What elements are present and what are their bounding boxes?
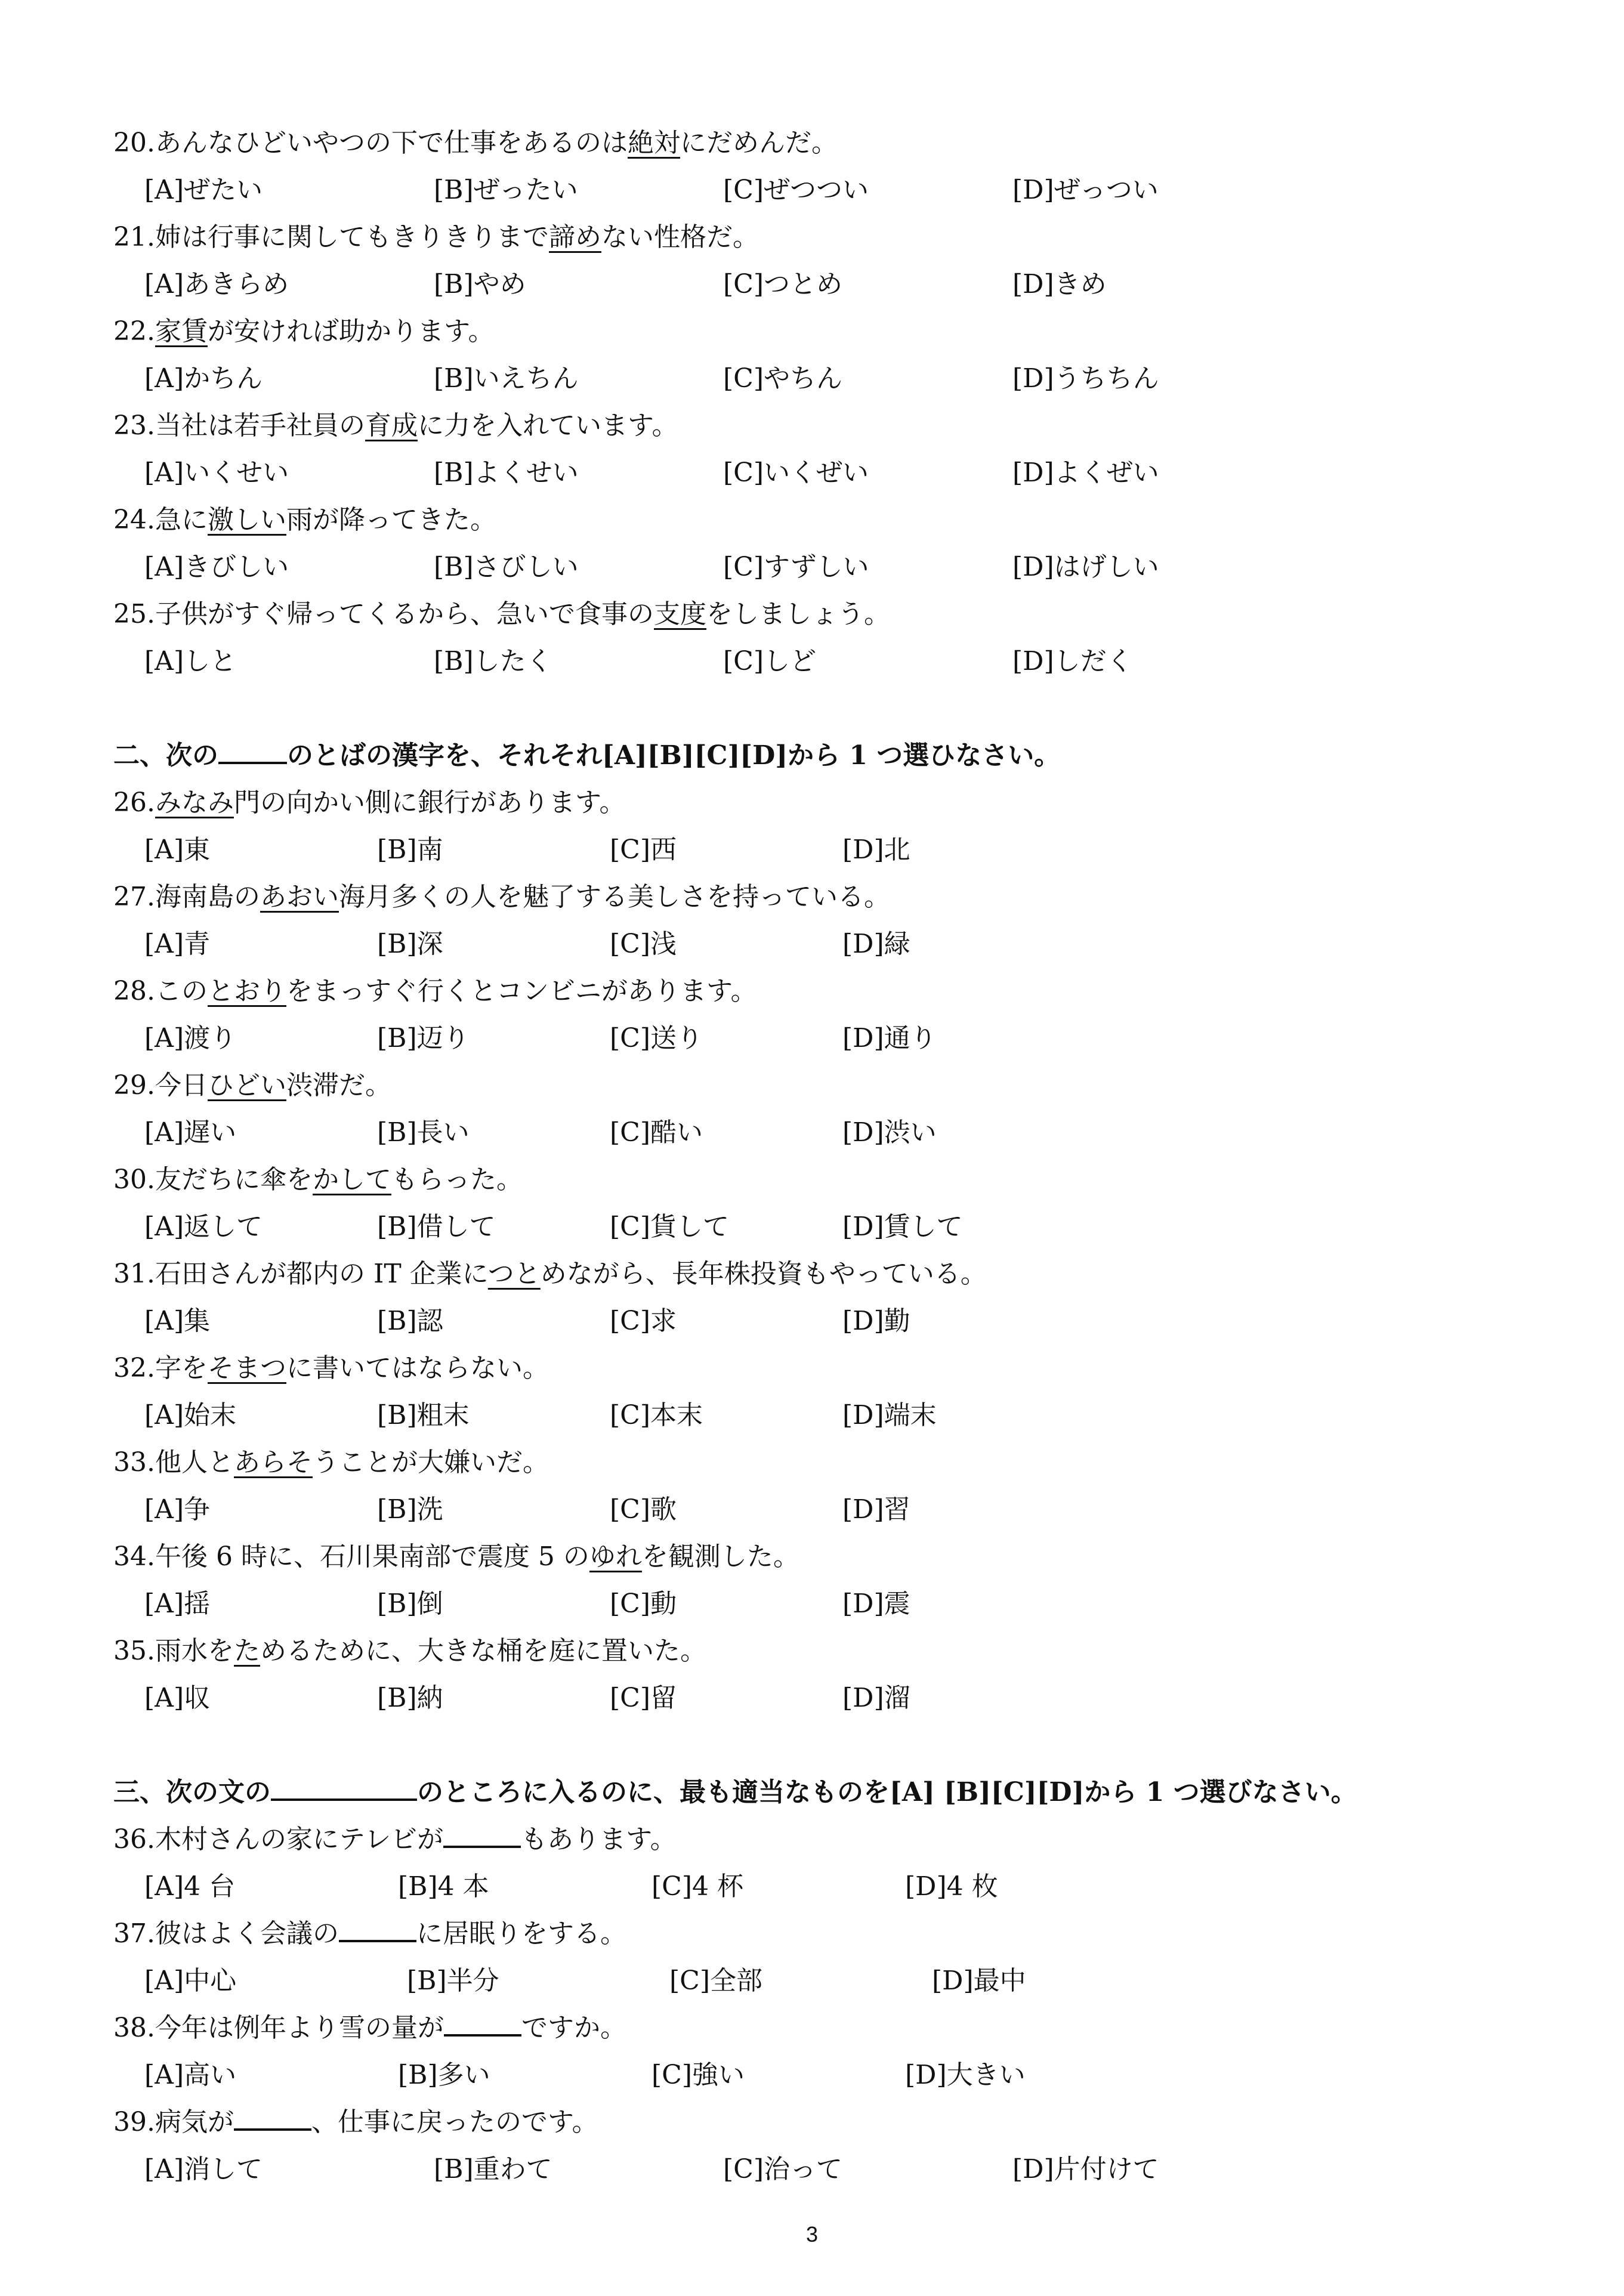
option-b[interactable]: [B]粗末: [377, 1400, 470, 1430]
option-a[interactable]: [A]高い: [144, 2060, 237, 2090]
option-a[interactable]: [A]争: [144, 1494, 211, 1525]
option-c[interactable]: [C]浅: [610, 929, 677, 959]
option-c[interactable]: [C]全部: [669, 1966, 762, 1996]
option-b[interactable]: [B]納: [377, 1683, 443, 1713]
option-d[interactable]: [D]よくぜい: [1012, 458, 1159, 488]
question-22: [113, 308, 1503, 355]
options-36: [113, 1863, 1503, 1910]
question-30: [113, 1156, 1503, 1203]
option-d[interactable]: [D]溜: [842, 1683, 910, 1713]
option-d[interactable]: [D]緑: [842, 929, 910, 959]
option-d[interactable]: [D]大きい: [905, 2060, 1026, 2090]
option-b[interactable]: [B]倒: [377, 1589, 443, 1619]
answer-blank[interactable]: [234, 2105, 311, 2131]
option-d[interactable]: [D]北: [842, 835, 910, 865]
options-30: [113, 1203, 1503, 1250]
option-b[interactable]: [B]重わて: [434, 2154, 552, 2184]
options-29: [113, 1109, 1503, 1156]
options-35: [113, 1674, 1503, 1722]
options-25: [113, 638, 1503, 685]
option-c[interactable]: [C]いくぜい: [723, 458, 869, 488]
option-b[interactable]: [B]長い: [377, 1117, 470, 1148]
answer-blank[interactable]: [443, 1822, 521, 1848]
question-text: 28.この: [113, 976, 208, 1006]
question-text: に居眠りをする。: [416, 1918, 626, 1949]
question-text: ない性格だ。: [601, 222, 759, 252]
options-34: [113, 1580, 1503, 1627]
option-d[interactable]: [D]最中: [932, 1966, 1026, 1996]
question-text: めながら、長年株投資もやっている。: [540, 1259, 987, 1289]
question-21: [113, 214, 1503, 261]
option-d[interactable]: [D]習: [842, 1494, 910, 1525]
option-a[interactable]: [A]集: [144, 1306, 211, 1336]
question-text: 31.石田さんが都内の IT 企業に: [113, 1259, 488, 1289]
question-text: 27.海南島の: [113, 882, 260, 912]
question-text: めるために、大きな桶を庭に置いた。: [260, 1636, 706, 1666]
option-c[interactable]: [C]求: [610, 1306, 677, 1336]
option-c[interactable]: [C]送り: [610, 1023, 703, 1053]
underlined-word: 激しい: [207, 505, 286, 535]
question-39: [113, 2099, 1503, 2146]
underlined-word: とおり: [207, 976, 286, 1006]
answer-blank[interactable]: [339, 1916, 416, 1942]
option-c[interactable]: [C]やちん: [723, 363, 842, 394]
options-26: [113, 826, 1503, 873]
option-a[interactable]: [A]遅い: [144, 1117, 237, 1148]
option-c[interactable]: [C]貨して: [610, 1212, 729, 1242]
option-b[interactable]: [B]洗: [377, 1494, 443, 1525]
underlined-word: 育成: [365, 410, 418, 441]
section-text: 二、次の: [113, 740, 218, 771]
question-text: 38.今年は例年より雪の量が: [113, 2013, 444, 2043]
options-33: [113, 1486, 1503, 1533]
question-text: 門の向かい側に銀行があります。: [233, 787, 626, 818]
underlined-word: 支度: [653, 599, 706, 629]
options-20: [113, 166, 1503, 214]
option-c[interactable]: [C]酷い: [610, 1117, 703, 1148]
underlined-word: 絶対: [627, 128, 680, 158]
option-d[interactable]: [D]片付けて: [1012, 2154, 1159, 2184]
option-c[interactable]: [C]留: [610, 1683, 677, 1713]
option-c[interactable]: [C]治って: [723, 2154, 842, 2184]
options-31: [113, 1297, 1503, 1345]
section-text: のところに入るのに、最も適当なものを[A] [B][C][D]から 1 つ選びなさい。: [417, 1777, 1357, 1807]
option-c[interactable]: [C]動: [610, 1589, 677, 1619]
question-text: にだめんだ。: [680, 128, 838, 158]
question-text: 34.午後 6 時に、石川果南部で震度 5 の: [113, 1541, 589, 1572]
question-25: [113, 591, 1503, 638]
question-text: 、仕事に戻ったのです。: [311, 2107, 598, 2137]
question-text: 21.姉は行事に関してもきりきりまで: [113, 222, 549, 252]
section-text: のとばの漢字を、それそれ[A][B][C][D]から 1 つ選ひなさい。: [287, 740, 1061, 771]
option-a[interactable]: [A]収: [144, 1683, 211, 1713]
question-text: 32.字を: [113, 1353, 208, 1383]
question-text: 33.他人と: [113, 1447, 234, 1478]
option-c[interactable]: [C]しど: [723, 646, 816, 676]
option-b[interactable]: [B]迈り: [377, 1023, 470, 1053]
option-a[interactable]: [A]東: [144, 835, 211, 865]
question-26: [113, 779, 1503, 826]
underlined-word: あらそ: [233, 1447, 313, 1478]
option-d[interactable]: [D]きめ: [1012, 269, 1107, 299]
options-23: [113, 449, 1503, 496]
option-d[interactable]: [D]震: [842, 1589, 910, 1619]
option-c[interactable]: [C]西: [610, 835, 677, 865]
underlined-word: そまつ: [207, 1353, 286, 1383]
question-27: [113, 873, 1503, 920]
option-a[interactable]: [A]いくせい: [144, 458, 289, 488]
question-33: [113, 1439, 1503, 1486]
option-a[interactable]: [A]しと: [144, 646, 237, 676]
blank-line: [271, 1775, 417, 1801]
option-a[interactable]: [A]4 台: [144, 1871, 236, 1902]
question-text: うことが大嫌いだ。: [312, 1447, 549, 1478]
option-d[interactable]: [D]うちちん: [1012, 363, 1159, 394]
options-32: [113, 1392, 1503, 1439]
question-text: をしましょう。: [706, 599, 890, 629]
underlined-word: かして: [312, 1164, 391, 1195]
question-text: 39.病気が: [113, 2107, 234, 2137]
options-22: [113, 355, 1503, 402]
question-text: 23.当社は若手社員の: [113, 410, 365, 441]
option-d[interactable]: [D]4 枚: [905, 1871, 998, 1902]
options-38: [113, 2051, 1503, 2099]
underlined-word: 諦め: [548, 222, 601, 252]
question-text: もらった。: [391, 1164, 523, 1195]
question-text: に力を入れています。: [417, 410, 678, 441]
question-24: [113, 496, 1503, 543]
option-c[interactable]: [C]ぜつつい: [723, 175, 869, 205]
option-a[interactable]: [A]中心: [144, 1966, 237, 1996]
question-text: 37.彼はよく会議の: [113, 1918, 339, 1949]
option-a[interactable]: [A]あきらめ: [144, 269, 289, 299]
option-b[interactable]: [B]さびしい: [434, 552, 579, 582]
question-37: [113, 1910, 1503, 1957]
option-a[interactable]: [A]揺: [144, 1589, 211, 1619]
option-d[interactable]: [D]通り: [842, 1023, 937, 1053]
question-text: をまっすぐ行くとコンビニがあります。: [286, 976, 757, 1006]
question-31: [113, 1250, 1503, 1297]
option-a[interactable]: [A]消して: [144, 2154, 263, 2184]
question-23: [113, 402, 1503, 449]
question-28: [113, 968, 1503, 1015]
underlined-word: ひどい: [207, 1070, 286, 1101]
option-b[interactable]: [B]多い: [398, 2060, 490, 2090]
option-b[interactable]: [B]認: [377, 1306, 443, 1336]
option-a[interactable]: [A]かちん: [144, 363, 263, 394]
option-b[interactable]: [B]借して: [377, 1212, 496, 1242]
option-d[interactable]: [D]端末: [842, 1400, 937, 1430]
option-a[interactable]: [A]青: [144, 929, 211, 959]
option-a[interactable]: [A]返して: [144, 1212, 263, 1242]
underlined-word: た: [233, 1636, 260, 1666]
underlined-word: みなみ: [155, 787, 234, 818]
option-b[interactable]: [B]よくせい: [434, 458, 579, 488]
option-d[interactable]: [D]ぜっつい: [1012, 175, 1159, 205]
answer-blank[interactable]: [444, 2010, 521, 2037]
option-b[interactable]: [B]やめ: [434, 269, 526, 299]
section-text: 三、次の文の: [113, 1777, 271, 1807]
option-d[interactable]: [D]賃して: [842, 1212, 963, 1242]
page-number: 3: [805, 2222, 819, 2246]
option-b[interactable]: [B]南: [377, 835, 443, 865]
options-27: [113, 920, 1503, 968]
section-2-heading: [113, 732, 1503, 779]
option-d[interactable]: [D]はげしい: [1012, 552, 1159, 582]
option-b[interactable]: [B]4 本: [398, 1871, 489, 1902]
underlined-word: つと: [487, 1259, 541, 1289]
option-c[interactable]: [C]歌: [610, 1494, 677, 1525]
question-text: 24.急に: [113, 505, 208, 535]
question-text: 30.友だちに傘を: [113, 1164, 313, 1195]
option-a[interactable]: [A]始末: [144, 1400, 237, 1430]
options-39: [113, 2146, 1503, 2193]
options-37: [113, 1957, 1503, 2004]
option-b[interactable]: [B]深: [377, 929, 443, 959]
section-3-heading: [113, 1769, 1503, 1816]
options-28: [113, 1015, 1503, 1062]
option-d[interactable]: [D]しだく: [1012, 646, 1133, 676]
underlined-word: あおい: [260, 882, 339, 912]
question-text: 29.今日: [113, 1070, 208, 1101]
blank-line: [218, 738, 287, 764]
question-text: に書いてはならない。: [286, 1353, 549, 1383]
question-text: もあります。: [521, 1824, 677, 1855]
question-text: を観測した。: [641, 1541, 799, 1572]
exam-page: [113, 119, 1503, 2193]
question-text: 35.雨水を: [113, 1636, 234, 1666]
question-35: [113, 1627, 1503, 1674]
option-d[interactable]: [D]勤: [842, 1306, 910, 1336]
question-text: 26.: [113, 787, 155, 818]
question-34: [113, 1533, 1503, 1580]
options-21: [113, 261, 1503, 308]
question-text: 海月多くの人を魅了する美しさを持っている。: [338, 882, 890, 912]
question-text: 雨が降ってきた。: [286, 505, 496, 535]
option-c[interactable]: [C]つとめ: [723, 269, 842, 299]
option-c[interactable]: [C]すずしい: [723, 552, 869, 582]
question-36: [113, 1816, 1503, 1863]
question-text: 25.子供がすぐ帰ってくるから、急いで食事の: [113, 599, 654, 629]
option-d[interactable]: [D]渋い: [842, 1117, 937, 1148]
question-20: [113, 119, 1503, 166]
option-b[interactable]: [B]いえちん: [434, 363, 579, 394]
question-text: 20.あんなひどいやつの下で仕事をあるのは: [113, 128, 628, 158]
question-29: [113, 1062, 1503, 1109]
option-a[interactable]: [A]きびしい: [144, 552, 289, 582]
option-b[interactable]: [B]ぜったい: [434, 175, 578, 205]
option-a[interactable]: [A]ぜたい: [144, 175, 263, 205]
option-c[interactable]: [C]強い: [652, 2060, 745, 2090]
question-38: [113, 2004, 1503, 2051]
options-24: [113, 543, 1503, 591]
question-text: 36.木村さんの家にテレビが: [113, 1824, 444, 1855]
option-a[interactable]: [A]渡り: [144, 1023, 237, 1053]
option-c[interactable]: [C]4 杯: [652, 1871, 743, 1902]
underlined-word: ゆれ: [589, 1541, 642, 1572]
option-b[interactable]: [B]したく: [434, 646, 552, 676]
question-text: ですか。: [521, 2013, 626, 2043]
question-32: [113, 1345, 1503, 1392]
option-c[interactable]: [C]本末: [610, 1400, 703, 1430]
question-text: 渋滞だ。: [286, 1070, 391, 1101]
question-text: 22.: [113, 316, 155, 347]
option-b[interactable]: [B]半分: [407, 1966, 499, 1996]
question-text: が安ければ助かります。: [207, 316, 495, 347]
underlined-word: 家賃: [155, 316, 208, 347]
